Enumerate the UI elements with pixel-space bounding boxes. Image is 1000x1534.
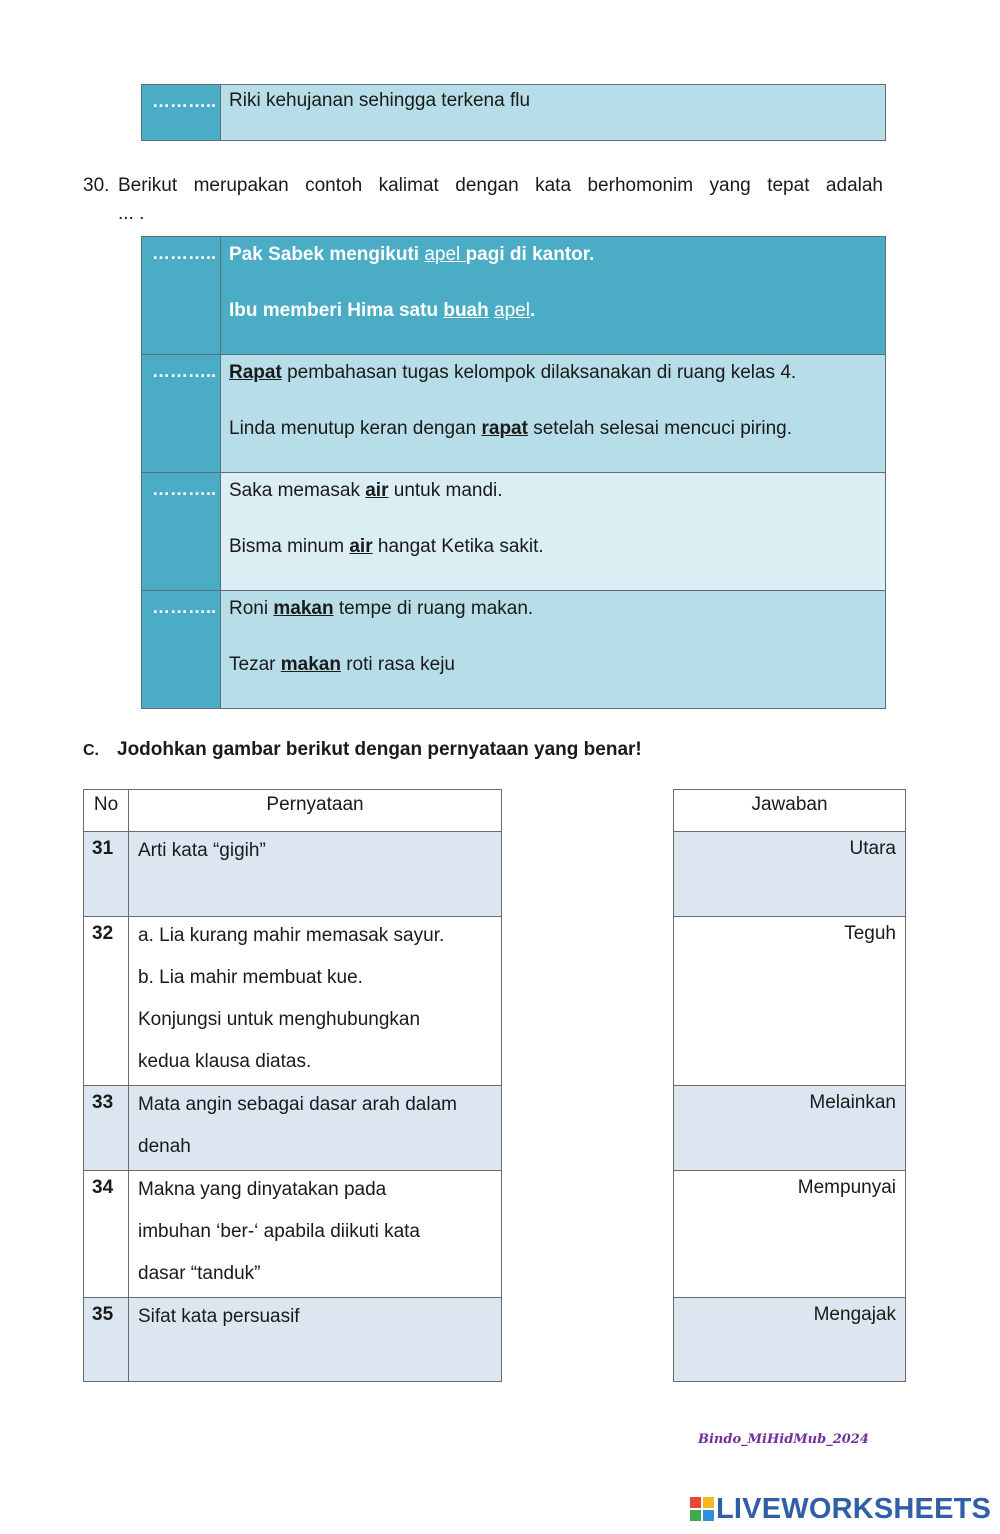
answer-blank[interactable]: ……….. [142, 355, 221, 473]
statement-row [84, 1298, 502, 1382]
section-c-heading [83, 739, 642, 761]
answer-option[interactable]: Melainkan [674, 1086, 906, 1171]
q30-option-row [142, 591, 886, 709]
liveworksheets-brand [690, 1492, 991, 1526]
homonym-word: air [365, 480, 389, 501]
statement-row [84, 832, 502, 917]
homonym-word: buah [443, 300, 489, 321]
homonym-word: makan [273, 598, 334, 619]
statement-row [84, 917, 502, 1086]
question-number: 30. [83, 175, 110, 196]
answer-blank[interactable]: ……….. [142, 591, 221, 709]
answer-blank[interactable]: ……….. [142, 237, 221, 355]
answer-blank[interactable]: ……….. [142, 473, 221, 591]
option-text: Pak Sabek mengikuti apel pagi di kantor. Ibu memberi Hima satu buah apel. [221, 237, 886, 355]
header-statement: Pernyataan [129, 790, 502, 832]
statement-text: a. Lia kurang mahir memasak sayur. b. Lia mahir membuat kue. Konjungsi untuk menghubungkan kedua klausa diatas. [129, 917, 502, 1086]
answer-header-row [674, 790, 906, 832]
answer-option[interactable]: Teguh [674, 917, 906, 1086]
homonym-word: air [349, 536, 373, 557]
section-title: Jodohkan gambar berikut dengan pernyataan yang benar! [117, 739, 642, 760]
homonym-word: rapat [481, 418, 528, 439]
statement-row [84, 1086, 502, 1171]
statement-table [83, 789, 502, 1382]
statement-text: Makna yang dinyatakan pada imbuhan ‘ber-‘ apabila diikuti kata dasar “tanduk” [129, 1171, 502, 1298]
q30-option-row [142, 237, 886, 355]
homonym-word: apel [424, 244, 466, 265]
row-number: 35 [84, 1298, 129, 1382]
liveworksheets-logo-icon [690, 1497, 714, 1521]
statement-text: Mata angin sebagai dasar arah dalam denah [129, 1086, 502, 1171]
homonym-word: apel [494, 300, 530, 321]
statement-header-row [84, 790, 502, 832]
header-no: No [84, 790, 129, 832]
q29-option-table [141, 84, 886, 141]
statement-row [84, 1171, 502, 1298]
question-text: Berikut merupakan contoh kalimat dengan kata berhomonim yang tepat adalah [118, 175, 883, 196]
header-answer: Jawaban [674, 790, 906, 832]
homonym-word: makan [280, 654, 341, 675]
answer-option[interactable]: Mengajak [674, 1298, 906, 1382]
statement-text: Arti kata “gigih” [129, 832, 502, 917]
q30-option-row [142, 355, 886, 473]
author-signature: Bindo_MiHidMub_2024 [698, 1432, 869, 1447]
homonym-word: Rapat [229, 362, 282, 383]
row-number: 33 [84, 1086, 129, 1171]
statement-text: Sifat kata persuasif [129, 1298, 502, 1382]
row-number: 31 [84, 832, 129, 917]
answer-option[interactable]: Mempunyai [674, 1171, 906, 1298]
section-label: C. [83, 742, 99, 759]
answer-blank[interactable]: ……….. [142, 85, 221, 141]
brand-name: LIVEWORKSHEETS [716, 1492, 992, 1525]
option-text: Rapat pembahasan tugas kelompok dilaksanakan di ruang kelas 4. Linda menutup keran dengan rapat setelah selesai mencuci piring. [221, 355, 886, 473]
answer-option[interactable]: Utara [674, 832, 906, 917]
option-text: Riki kehujanan sehingga terkena flu [221, 85, 886, 141]
option-text: Roni makan tempe di ruang makan. Tezar makan roti rasa keju [221, 591, 886, 709]
answer-table [673, 789, 906, 1382]
question-30 [83, 172, 883, 228]
q30-option-table [141, 236, 886, 709]
row-number: 32 [84, 917, 129, 1086]
row-number: 34 [84, 1171, 129, 1298]
q29-option-row [142, 85, 886, 141]
option-text: Saka memasak air untuk mandi. Bisma minum air hangat Ketika sakit. [221, 473, 886, 591]
question-tail: ... . [118, 203, 145, 224]
q30-option-row [142, 473, 886, 591]
